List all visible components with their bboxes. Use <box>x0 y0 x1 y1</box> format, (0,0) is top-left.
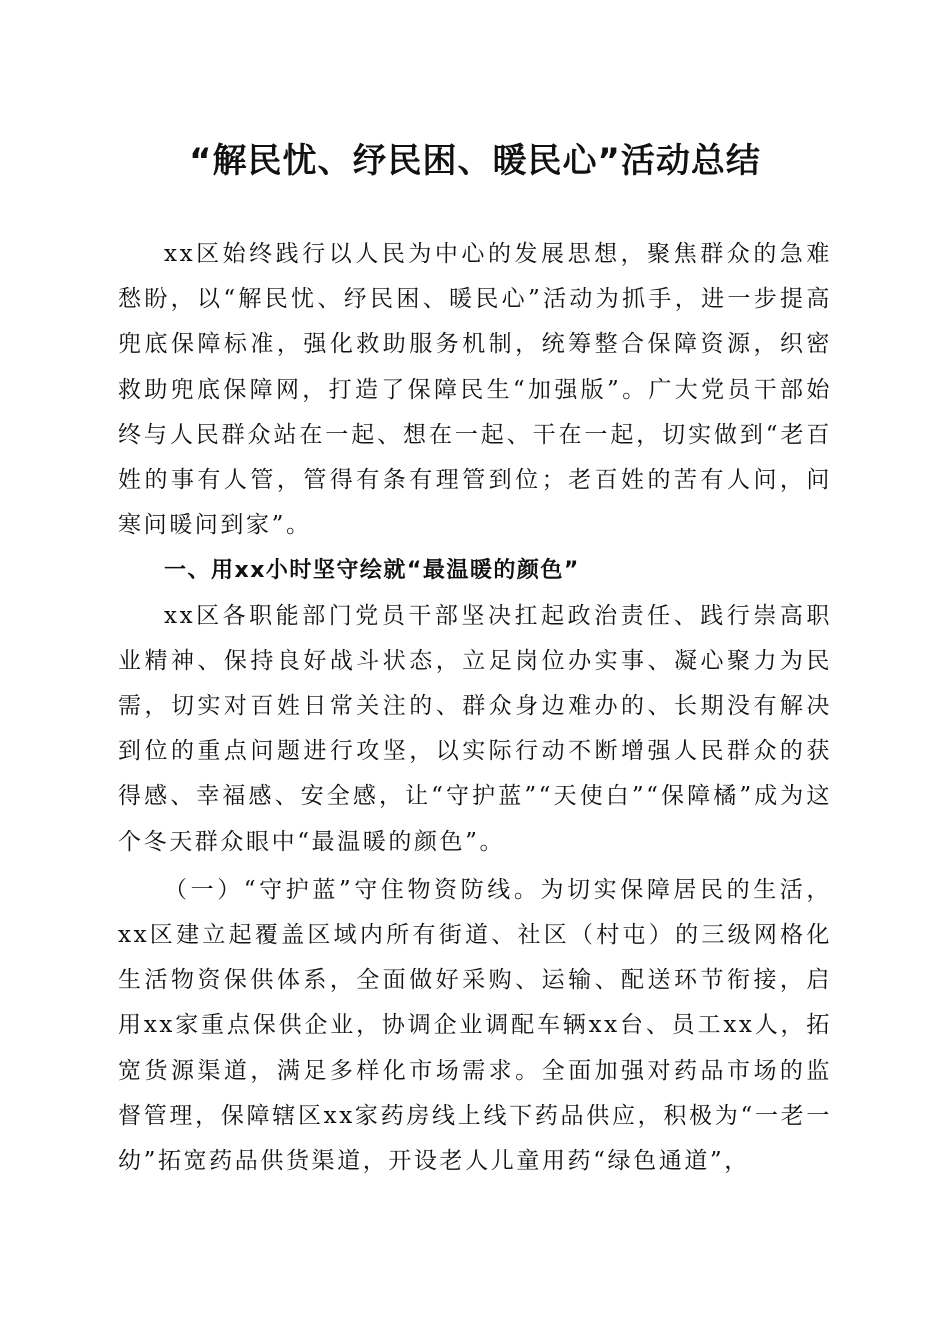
document-body <box>118 232 832 1184</box>
document-title: “解民忧、纾民困、暖民心”活动总结 <box>189 141 761 181</box>
subsection-1-paragraph: （一）“守护蓝”守住物资防线。为切实保障居民的生活，xx区建立起覆盖区域内所有街道、社区（村屯）的三级网格化生活物资保供体系，全面做好采购、运输、配送环节衔接，启用xx家重点保供企业，协调企业调配车辆xx台、员工xx人，拓宽货源渠道，满足多样化市场需求。全面加强对药品市场的监督管理，保障辖区xx家药房线上线下药品供应，积极为“一老一幼”拓宽药品供货渠道，开设老人儿童用药“绿色通道”， <box>118 876 832 1175</box>
section-heading-1: 一、用xx小时坚守绘就“最温暖的颜色” <box>164 558 580 584</box>
intro-paragraph: xx区始终践行以人民为中心的发展思想，聚焦群众的急难愁盼，以“解民忧、纾民困、暖民心”活动为抓手，进一步提高兜底保障标准，强化救助服务机制，统筹整合保障资源，织密救助兜底保障网，打造了保障民生“加强版”。广大党员干部始终与人民群众站在一起、想在一起、干在一起，切实做到“老百姓的事有人管，管得有条有理管到位；老百姓的苦有人问，问寒问暖问到家”。 <box>118 241 832 539</box>
section-1-paragraph: xx区各职能部门党员干部坚决扛起政治责任、践行崇高职业精神、保持良好战斗状态，立足岗位办实事、凝心聚力为民需，切实对百姓日常关注的、群众身边难办的、长期没有解决到位的重点问题进行攻坚，以实际行动不断增强人民群众的获得感、幸福感、安全感，让“守护蓝”“天使白”“保障橘”成为这个冬天群众眼中“最温暖的颜色”。 <box>118 602 832 855</box>
